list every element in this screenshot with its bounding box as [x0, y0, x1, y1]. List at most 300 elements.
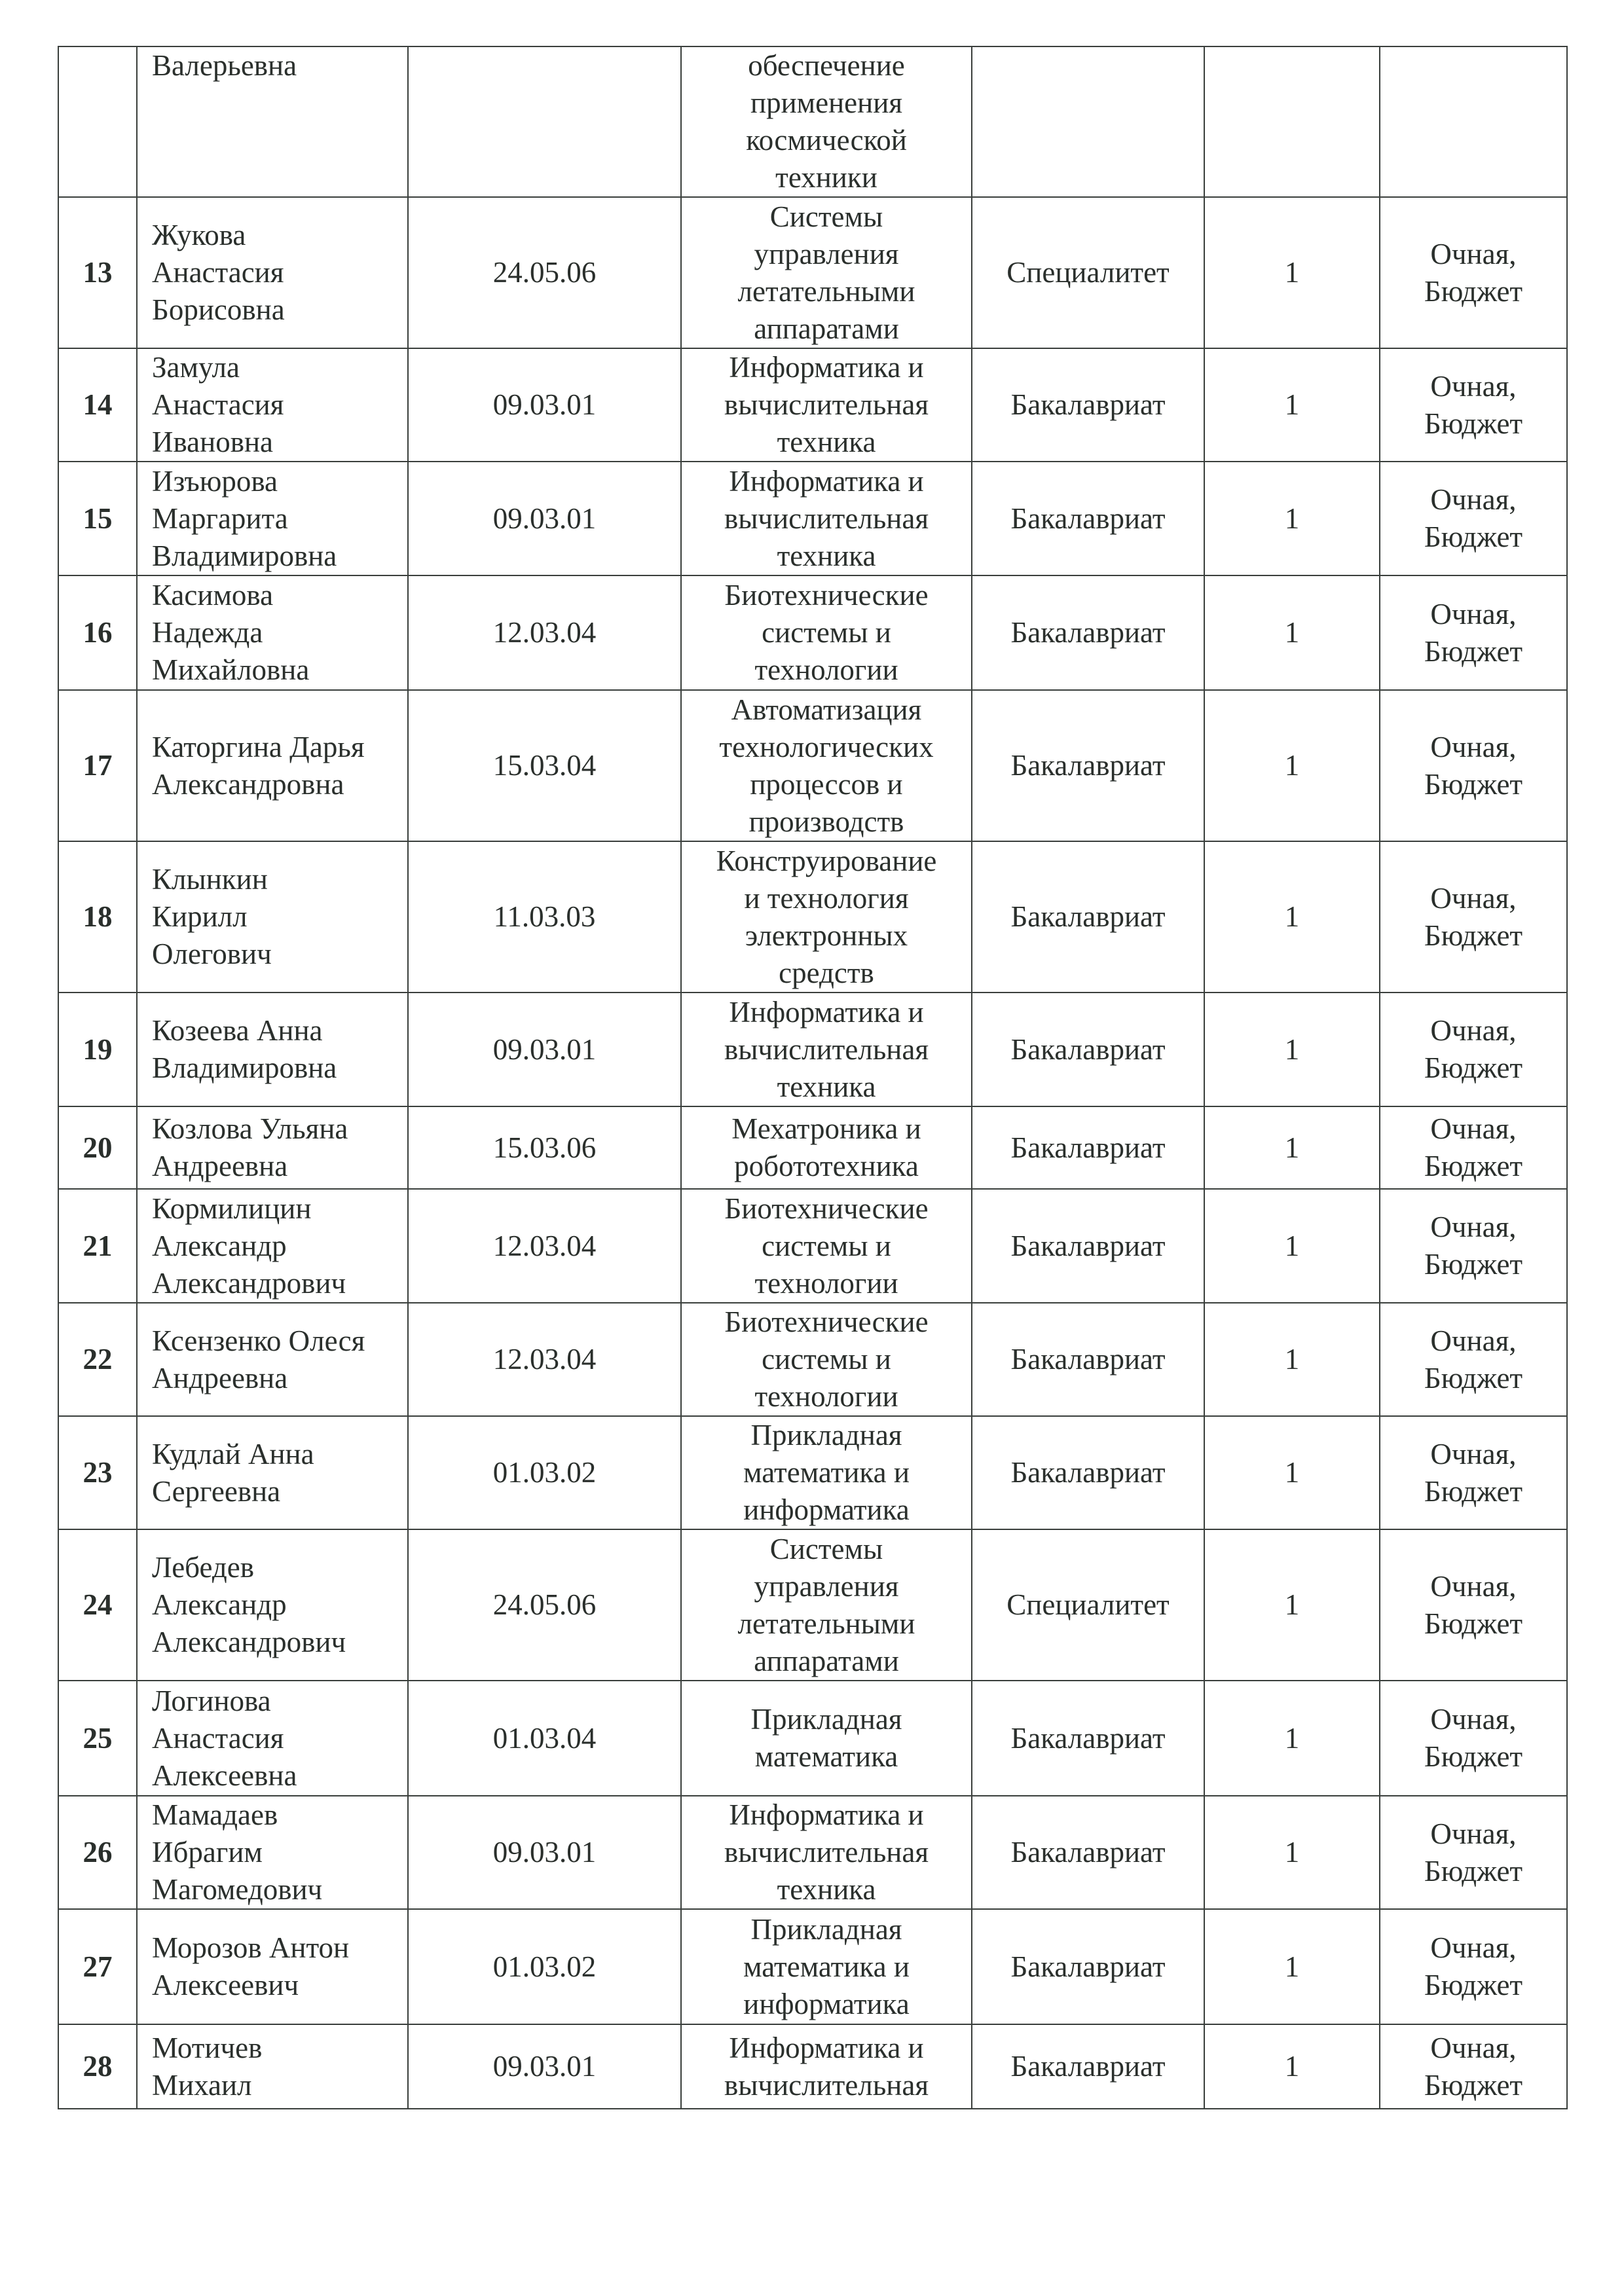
specialty-line: Биотехнические — [724, 1305, 929, 1338]
specialty-line: летательными — [737, 274, 915, 308]
table-row — [58, 1796, 1567, 1909]
specialty-line: Информатика и — [729, 1798, 924, 1831]
education-level: Бакалавриат — [1010, 749, 1166, 782]
program-code: 09.03.01 — [492, 501, 597, 535]
education-level-cell — [972, 1106, 1204, 1189]
specialty-line: аппаратами — [754, 312, 899, 345]
specialty-cell — [681, 2024, 972, 2109]
study-form-line: Бюджет — [1424, 407, 1523, 440]
row-number: 23 — [83, 1456, 113, 1489]
study-form-cell — [1380, 1416, 1567, 1529]
specialty-line: вычислительная — [724, 388, 929, 421]
student-name-line: Касимова — [152, 579, 274, 611]
course-cell — [1204, 197, 1380, 348]
program-code-cell — [408, 348, 681, 462]
specialty-line: техника — [777, 1873, 876, 1906]
education-level-cell — [972, 1681, 1204, 1796]
row-number-cell — [58, 690, 137, 841]
specialty-line: аппаратами — [754, 1644, 899, 1677]
study-form-cell — [1380, 2024, 1567, 2109]
program-code: 12.03.04 — [492, 616, 597, 649]
education-level-cell — [972, 1529, 1204, 1681]
student-name-cell — [137, 690, 408, 841]
specialty-cell — [681, 1909, 972, 2024]
specialty-line: робототехника — [734, 1150, 919, 1182]
student-name-line: Борисовна — [152, 293, 285, 326]
specialty-line: Прикладная — [750, 1703, 902, 1736]
specialty-line: Системы — [769, 200, 883, 233]
row-number-cell — [58, 197, 137, 348]
course-number: 1 — [1284, 2050, 1300, 2083]
row-number-cell — [58, 1106, 137, 1189]
education-level-cell — [972, 348, 1204, 462]
student-name-cell — [137, 1681, 408, 1796]
program-code: 11.03.03 — [493, 900, 596, 933]
student-name-line: Каторгина Дарья — [152, 730, 365, 763]
students-table — [58, 46, 1568, 2109]
course-number: 1 — [1284, 1836, 1300, 1868]
course-cell — [1204, 993, 1380, 1106]
study-form-line: Бюджет — [1424, 1607, 1523, 1640]
student-name-cell — [137, 1303, 408, 1416]
student-name-line: Анастасия — [152, 256, 284, 289]
program-code-cell — [408, 1909, 681, 2024]
specialty-line: средств — [779, 956, 874, 989]
row-number: 18 — [83, 900, 113, 933]
row-number: 17 — [83, 749, 113, 782]
study-form-line: Очная, — [1430, 1437, 1517, 1470]
course-number: 1 — [1284, 1456, 1300, 1489]
table-row — [58, 1909, 1567, 2024]
specialty-line: Биотехнические — [724, 1192, 929, 1225]
course-cell — [1204, 2024, 1380, 2109]
student-name-line: Александрович — [152, 1266, 346, 1300]
study-form-line: Очная, — [1430, 1112, 1517, 1145]
specialty-cell — [681, 348, 972, 462]
course-cell — [1204, 1189, 1380, 1303]
specialty-cell — [681, 1416, 972, 1529]
specialty-line: космической — [746, 124, 907, 156]
specialty-line: вычислительная — [724, 1836, 929, 1868]
program-code-cell — [408, 841, 681, 993]
student-name-line: Сергеевна — [152, 1474, 281, 1508]
study-form-line: Бюджет — [1424, 2068, 1523, 2102]
course-cell — [1204, 1909, 1380, 2024]
education-level: Бакалавриат — [1010, 1229, 1166, 1262]
course-number: 1 — [1284, 501, 1300, 535]
education-level-cell — [972, 690, 1204, 841]
education-level-cell — [972, 1189, 1204, 1303]
program-code: 09.03.01 — [492, 1032, 597, 1066]
study-form-cell — [1380, 1189, 1567, 1303]
specialty-line: Информатика и — [729, 351, 924, 384]
row-number: 19 — [83, 1032, 113, 1066]
study-form-line: Очная, — [1430, 369, 1517, 403]
row-number-cell — [58, 1796, 137, 1909]
table-row — [58, 690, 1567, 841]
study-form-line: Бюджет — [1424, 1248, 1523, 1281]
row-number: 13 — [83, 256, 113, 289]
education-level-cell — [972, 1909, 1204, 2024]
study-form-cell — [1380, 348, 1567, 462]
course-number: 1 — [1284, 1343, 1300, 1376]
program-code: 09.03.01 — [492, 2050, 597, 2083]
student-name-cell — [137, 575, 408, 690]
specialty-line: Информатика и — [729, 2031, 924, 2064]
specialty-cell — [681, 1529, 972, 1681]
table-row — [58, 575, 1567, 690]
program-code: 01.03.02 — [492, 1456, 597, 1489]
study-form-cell — [1380, 1106, 1567, 1189]
study-form-line: Очная, — [1430, 1931, 1517, 1964]
table-row — [58, 1681, 1567, 1796]
education-level: Бакалавриат — [1010, 2050, 1166, 2083]
specialty-cell — [681, 46, 972, 197]
education-level: Бакалавриат — [1010, 501, 1166, 535]
program-code-cell — [408, 1106, 681, 1189]
study-form-cell — [1380, 575, 1567, 690]
study-form-line: Очная, — [1430, 730, 1517, 763]
row-number-cell — [58, 841, 137, 993]
course-number: 1 — [1284, 256, 1300, 289]
student-name-line: Ивановна — [152, 426, 274, 458]
specialty-line: техника — [777, 426, 876, 458]
course-cell — [1204, 841, 1380, 993]
program-code: 24.05.06 — [492, 1588, 597, 1621]
program-code-cell — [408, 1529, 681, 1681]
student-name-cell — [137, 348, 408, 462]
row-number: 26 — [83, 1836, 113, 1868]
education-level: Бакалавриат — [1010, 1836, 1166, 1868]
study-form-line: Бюджет — [1424, 1474, 1523, 1508]
specialty-line: управления — [754, 237, 899, 270]
specialty-line: вычислительная — [724, 1032, 929, 1066]
student-name-cell — [137, 993, 408, 1106]
specialty-line: техника — [777, 539, 876, 572]
program-code-cell — [408, 1416, 681, 1529]
student-name-cell — [137, 1416, 408, 1529]
row-number: 20 — [83, 1131, 113, 1164]
specialty-line: технологии — [754, 653, 898, 686]
study-form-cell — [1380, 197, 1567, 348]
course-number: 1 — [1284, 1131, 1300, 1164]
specialty-line: математика — [754, 1740, 898, 1773]
specialty-cell — [681, 575, 972, 690]
program-code: 01.03.04 — [492, 1721, 597, 1755]
specialty-line: системы и — [762, 1343, 891, 1376]
specialty-line: системы и — [762, 1229, 891, 1262]
specialty-cell — [681, 1681, 972, 1796]
student-name-line: Алексеевна — [152, 1758, 297, 1792]
study-form-line: Бюджет — [1424, 1854, 1523, 1887]
specialty-cell — [681, 690, 972, 841]
row-number-cell — [58, 1529, 137, 1681]
student-name-line: Александр — [152, 1229, 287, 1262]
education-level: Бакалавриат — [1010, 1721, 1166, 1755]
specialty-line: Информатика и — [729, 464, 924, 498]
row-number-cell — [58, 1303, 137, 1416]
student-name-line: Владимировна — [152, 1051, 337, 1084]
specialty-line: технологии — [754, 1266, 898, 1300]
specialty-line: Информатика и — [729, 995, 924, 1029]
program-code-cell — [408, 46, 681, 197]
specialty-line: техники — [775, 161, 877, 194]
row-number: 24 — [83, 1588, 113, 1621]
program-code: 01.03.02 — [492, 1950, 597, 1983]
table-row — [58, 46, 1567, 197]
program-code-cell — [408, 690, 681, 841]
row-number: 27 — [83, 1950, 113, 1983]
student-name-line: Александровна — [152, 767, 344, 801]
student-name-line: Кирилл — [152, 900, 248, 933]
specialty-line: вычислительная — [724, 2068, 929, 2102]
education-level: Бакалавриат — [1010, 1343, 1166, 1376]
education-level-cell — [972, 2024, 1204, 2109]
study-form-line: Очная, — [1430, 881, 1517, 915]
specialty-line: летательными — [737, 1607, 915, 1640]
study-form-cell — [1380, 46, 1567, 197]
study-form-cell — [1380, 1529, 1567, 1681]
student-name-line: Андреевна — [152, 1361, 288, 1394]
specialty-line: Автоматизация — [731, 693, 922, 726]
student-name-cell — [137, 841, 408, 993]
row-number-cell — [58, 1909, 137, 2024]
specialty-line: системы и — [762, 616, 891, 649]
education-level-cell — [972, 841, 1204, 993]
specialty-line: информатика — [743, 1493, 910, 1526]
course-cell — [1204, 1796, 1380, 1909]
student-name-line: Логинова — [152, 1684, 271, 1717]
education-level: Бакалавриат — [1010, 388, 1166, 421]
student-name-line: Мамадаев — [152, 1798, 278, 1831]
student-name-line: Ксензенко Олеся — [152, 1324, 365, 1357]
row-number-cell — [58, 1189, 137, 1303]
specialty-line: процессов и — [750, 767, 903, 801]
education-level: Бакалавриат — [1010, 1032, 1166, 1066]
specialty-line: вычислительная — [724, 501, 929, 535]
specialty-line: Конструирование — [716, 844, 937, 877]
education-level: Бакалавриат — [1010, 616, 1166, 649]
specialty-line: технологических — [719, 730, 934, 763]
table-row — [58, 1303, 1567, 1416]
program-code-cell — [408, 1189, 681, 1303]
education-level-cell — [972, 1303, 1204, 1416]
program-code-cell — [408, 197, 681, 348]
study-form-line: Очная, — [1430, 1817, 1517, 1850]
study-form-line: Очная, — [1430, 1569, 1517, 1603]
table-body — [58, 46, 1567, 2109]
education-level: Бакалавриат — [1010, 1131, 1166, 1164]
program-code-cell — [408, 575, 681, 690]
specialty-line: Биотехнические — [724, 579, 929, 611]
study-form-cell — [1380, 690, 1567, 841]
row-number: 16 — [83, 616, 113, 649]
student-name-line: Маргарита — [152, 501, 288, 535]
student-name-line: Козлова Ульяна — [152, 1112, 348, 1145]
student-name-cell — [137, 1529, 408, 1681]
row-number: 15 — [83, 501, 113, 535]
specialty-line: информатика — [743, 1987, 910, 2020]
course-number: 1 — [1284, 749, 1300, 782]
course-cell — [1204, 462, 1380, 575]
specialty-cell — [681, 197, 972, 348]
student-name-line: Михаил — [152, 2068, 252, 2102]
course-cell — [1204, 348, 1380, 462]
row-number-cell — [58, 1681, 137, 1796]
student-name-line: Олегович — [152, 938, 272, 970]
specialty-line: электронных — [745, 919, 908, 952]
study-form-line: Бюджет — [1424, 1361, 1523, 1394]
course-cell — [1204, 46, 1380, 197]
student-name-line: Морозов Антон — [152, 1931, 350, 1964]
specialty-line: Прикладная — [750, 1419, 902, 1451]
program-code: 15.03.04 — [492, 749, 597, 782]
table-row — [58, 1416, 1567, 1529]
study-form-cell — [1380, 1681, 1567, 1796]
student-name-cell — [137, 197, 408, 348]
student-name-cell — [137, 462, 408, 575]
table-row — [58, 1106, 1567, 1189]
education-level-cell — [972, 197, 1204, 348]
education-level: Бакалавриат — [1010, 1950, 1166, 1983]
study-form-line: Бюджет — [1424, 1969, 1523, 2001]
education-level-cell — [972, 575, 1204, 690]
student-name-cell — [137, 46, 408, 197]
program-code: 09.03.01 — [492, 388, 597, 421]
program-code: 24.05.06 — [492, 256, 597, 289]
education-level: Специалитет — [1006, 256, 1170, 289]
education-level: Бакалавриат — [1010, 1456, 1166, 1489]
specialty-line: производств — [748, 805, 904, 838]
student-name-line: Ибрагим — [152, 1836, 263, 1868]
specialty-cell — [681, 1303, 972, 1416]
student-name-line: Магомедович — [152, 1873, 323, 1906]
table-row — [58, 462, 1567, 575]
specialty-line: математика и — [743, 1950, 910, 1983]
study-form-line: Очная, — [1430, 597, 1517, 630]
program-code-cell — [408, 1796, 681, 1909]
program-code-cell — [408, 2024, 681, 2109]
row-number: 28 — [83, 2050, 113, 2083]
specialty-cell — [681, 1189, 972, 1303]
student-name-line: Жукова — [152, 219, 246, 251]
table-row — [58, 1529, 1567, 1681]
table-row — [58, 2024, 1567, 2109]
student-name-line: Александрович — [152, 1626, 346, 1658]
program-code: 12.03.04 — [492, 1229, 597, 1262]
row-number: 14 — [83, 388, 113, 421]
study-form-line: Бюджет — [1424, 520, 1523, 553]
specialty-line: обеспечение — [748, 49, 905, 82]
study-form-line: Очная, — [1430, 237, 1517, 270]
student-name-line: Михайловна — [152, 653, 310, 686]
study-form-line: Бюджет — [1424, 919, 1523, 952]
student-name-line: Анастасия — [152, 1721, 284, 1755]
course-cell — [1204, 1106, 1380, 1189]
student-name-cell — [137, 1189, 408, 1303]
specialty-line: Прикладная — [750, 1912, 902, 1946]
study-form-line: Очная, — [1430, 483, 1517, 516]
student-name-cell — [137, 1909, 408, 2024]
program-code: 12.03.04 — [492, 1343, 597, 1376]
student-name-line: Анастасия — [152, 388, 284, 421]
course-cell — [1204, 690, 1380, 841]
student-name-line: Козеева Анна — [152, 1014, 323, 1047]
study-form-cell — [1380, 841, 1567, 993]
course-cell — [1204, 1303, 1380, 1416]
program-code-cell — [408, 462, 681, 575]
student-name-line: Мотичев — [152, 2031, 263, 2064]
study-form-line: Очная, — [1430, 1014, 1517, 1047]
row-number-cell — [58, 348, 137, 462]
course-number: 1 — [1284, 388, 1300, 421]
student-name-cell — [137, 2024, 408, 2109]
specialty-line: Системы — [769, 1532, 883, 1565]
student-name-line: Кудлай Анна — [152, 1437, 314, 1470]
student-name-line: Замула — [152, 351, 240, 384]
row-number-cell — [58, 2024, 137, 2109]
student-name-line: Алексеевич — [152, 1969, 299, 2001]
student-name-line: Кормилицин — [152, 1192, 312, 1225]
row-number-cell — [58, 993, 137, 1106]
program-code: 09.03.01 — [492, 1836, 597, 1868]
table-row — [58, 348, 1567, 462]
course-number: 1 — [1284, 1032, 1300, 1066]
table-row — [58, 1189, 1567, 1303]
row-number: 22 — [83, 1343, 113, 1376]
education-level-cell — [972, 1416, 1204, 1529]
student-name-line: Валерьевна — [152, 49, 297, 82]
program-code-cell — [408, 1681, 681, 1796]
study-form-line: Бюджет — [1424, 1051, 1523, 1084]
student-name-line: Александр — [152, 1588, 287, 1621]
table-row — [58, 841, 1567, 993]
course-number: 1 — [1284, 1950, 1300, 1983]
specialty-line: и технология — [744, 881, 909, 915]
study-form-line: Очная, — [1430, 1703, 1517, 1736]
course-cell — [1204, 1529, 1380, 1681]
course-cell — [1204, 1681, 1380, 1796]
study-form-line: Очная, — [1430, 2031, 1517, 2064]
student-name-line: Изъюрова — [152, 464, 278, 498]
row-number-cell — [58, 1416, 137, 1529]
student-name-line: Надежда — [152, 616, 263, 649]
course-number: 1 — [1284, 1721, 1300, 1755]
specialty-line: управления — [754, 1569, 899, 1603]
program-code-cell — [408, 993, 681, 1106]
education-level-cell — [972, 1796, 1204, 1909]
specialty-line: применения — [750, 86, 903, 119]
specialty-cell — [681, 462, 972, 575]
education-level-cell — [972, 462, 1204, 575]
education-level-cell — [972, 993, 1204, 1106]
study-form-cell — [1380, 1796, 1567, 1909]
specialty-cell — [681, 1106, 972, 1189]
course-number: 1 — [1284, 1588, 1300, 1621]
course-number: 1 — [1284, 900, 1300, 933]
course-number: 1 — [1284, 616, 1300, 649]
table-row — [58, 197, 1567, 348]
row-number-cell — [58, 575, 137, 690]
student-name-line: Клынкин — [152, 863, 268, 896]
student-name-line: Владимировна — [152, 539, 337, 572]
study-form-line: Бюджет — [1424, 1150, 1523, 1182]
student-name-line: Лебедев — [152, 1551, 254, 1584]
study-form-cell — [1380, 462, 1567, 575]
specialty-cell — [681, 841, 972, 993]
specialty-line: математика и — [743, 1456, 910, 1489]
specialty-line: техника — [777, 1070, 876, 1103]
